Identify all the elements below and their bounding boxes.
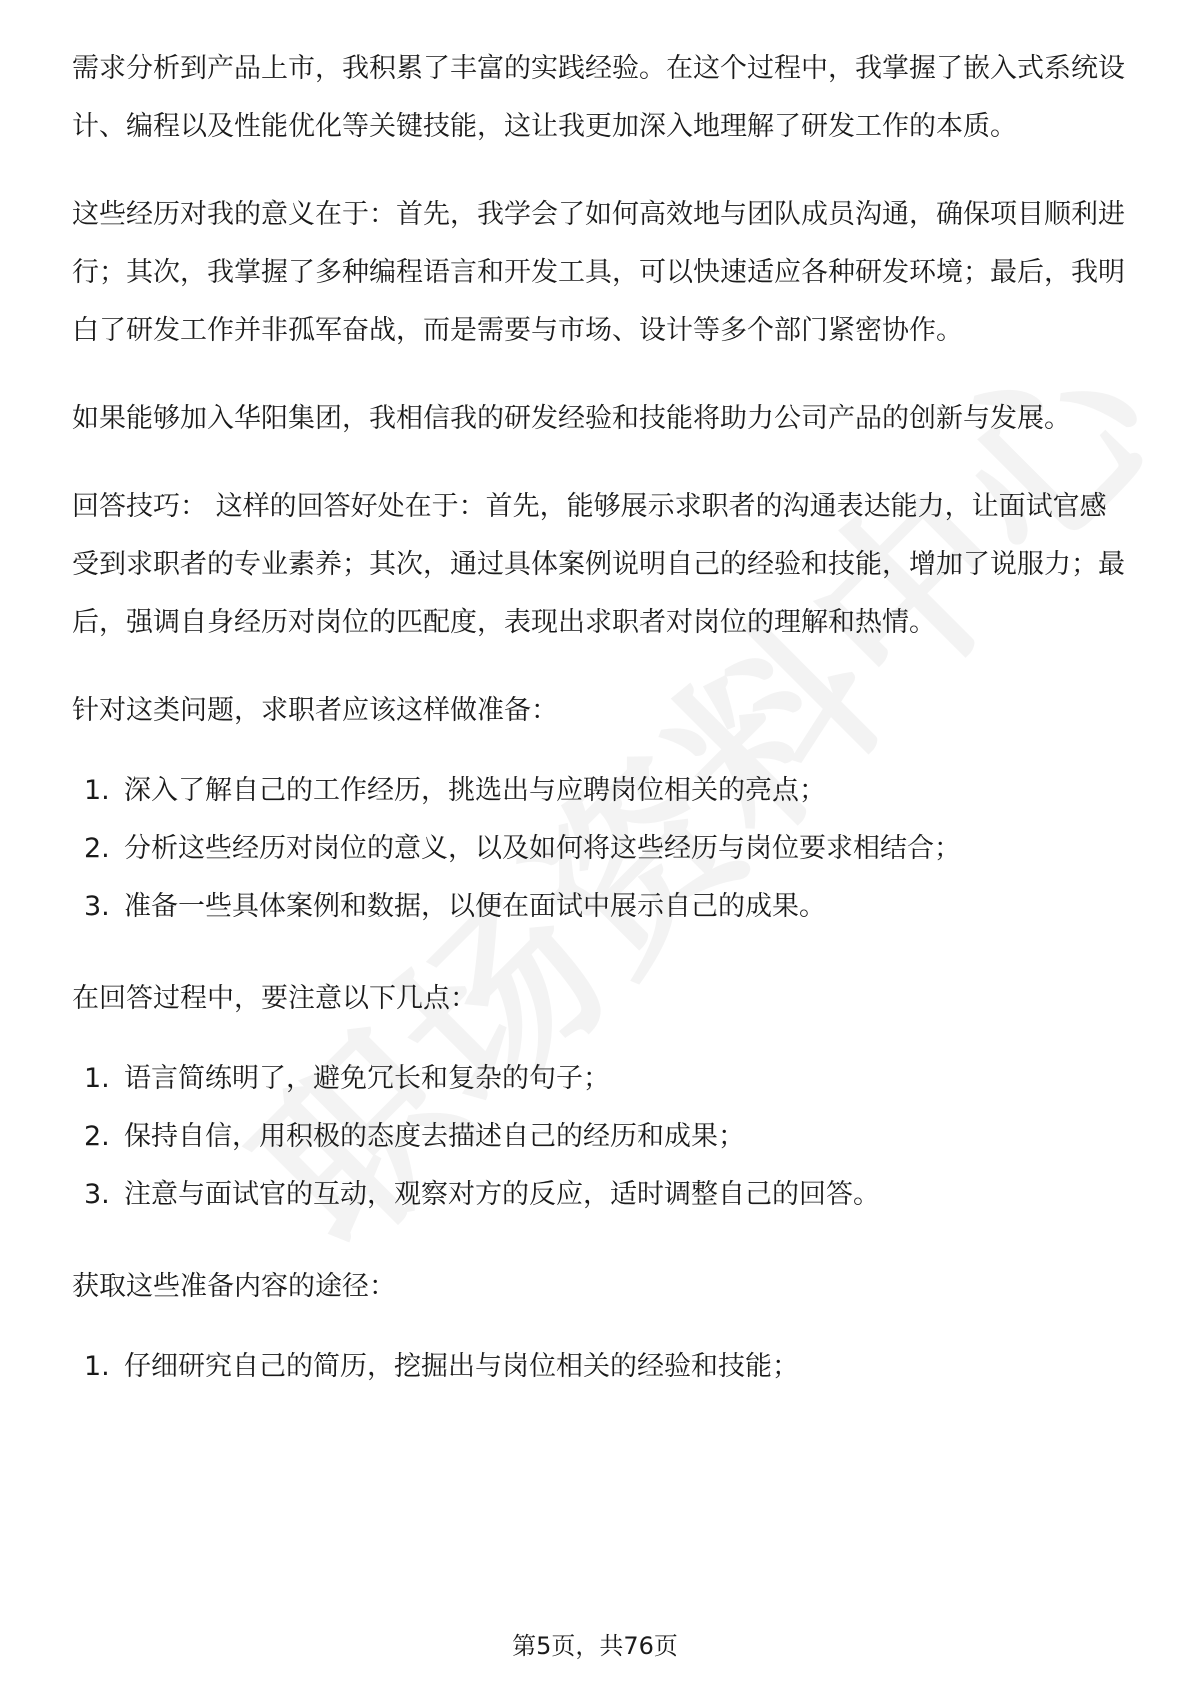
list-item: 1. 语言简练明了，避免冗长和复杂的句子； <box>84 1063 610 1094</box>
list-sources <box>72 1338 1128 1396</box>
list-item: 1. 仔细研究自己的简历，挖掘出与岗位相关的经验和技能； <box>84 1351 799 1382</box>
list-item: 1. 深入了解自己的工作经历，挑选出与应聘岗位相关的亮点； <box>84 775 826 806</box>
page-number: 第5页，共76页 <box>512 1632 678 1660</box>
paragraph-notes-intro: 在回答过程中，要注意以下几点： <box>72 983 477 1014</box>
paragraph-sources-intro: 获取这些准备内容的途径： <box>72 1271 396 1302</box>
list-notes <box>72 1050 1128 1224</box>
paragraph-meaning: 这些经历对我的意义在于：首先，我学会了如何高效地与团队成员沟通，确保项目顺利进行；其次，我掌握了多种编程语言和开发工具，可以快速适应各种研发环境；最后，我明白了研发工作并非孤军奋战，而是需要与市场、设计等多个部门紧密协作。 <box>72 199 1125 346</box>
paragraph-prepare-intro: 针对这类问题，求职者应该这样做准备： <box>72 695 558 726</box>
paragraph-answer-tips: 回答技巧： 这样的回答好处在于：首先，能够展示求职者的沟通表达能力，让面试官感受到求职者的专业素养；其次，通过具体案例说明自己的经验和技能，增加了说服力；最后，强调自身经历对岗位的匹配度，表现出求职者对岗位的理解和热情。 <box>72 491 1125 638</box>
paragraph-experience: 需求分析到产品上市，我积累了丰富的实践经验。在这个过程中，我掌握了嵌入式系统设计、编程以及性能优化等关键技能，这让我更加深入地理解了研发工作的本质。 <box>72 53 1125 142</box>
paragraph-join-company: 如果能够加入华阳集团，我相信我的研发经验和技能将助力公司产品的创新与发展。 <box>72 403 1071 434</box>
list-item: 3. 准备一些具体案例和数据，以便在面试中展示自己的成果。 <box>84 891 826 922</box>
list-item: 2. 保持自信，用积极的态度去描述自己的经历和成果； <box>84 1121 745 1152</box>
document-body <box>72 40 1128 1430</box>
list-item: 2. 分析这些经历对岗位的意义，以及如何将这些经历与岗位要求相结合； <box>84 833 961 864</box>
list-item: 3. 注意与面试官的互动，观察对方的反应，适时调整自己的回答。 <box>84 1179 880 1210</box>
list-prepare <box>72 762 1128 936</box>
